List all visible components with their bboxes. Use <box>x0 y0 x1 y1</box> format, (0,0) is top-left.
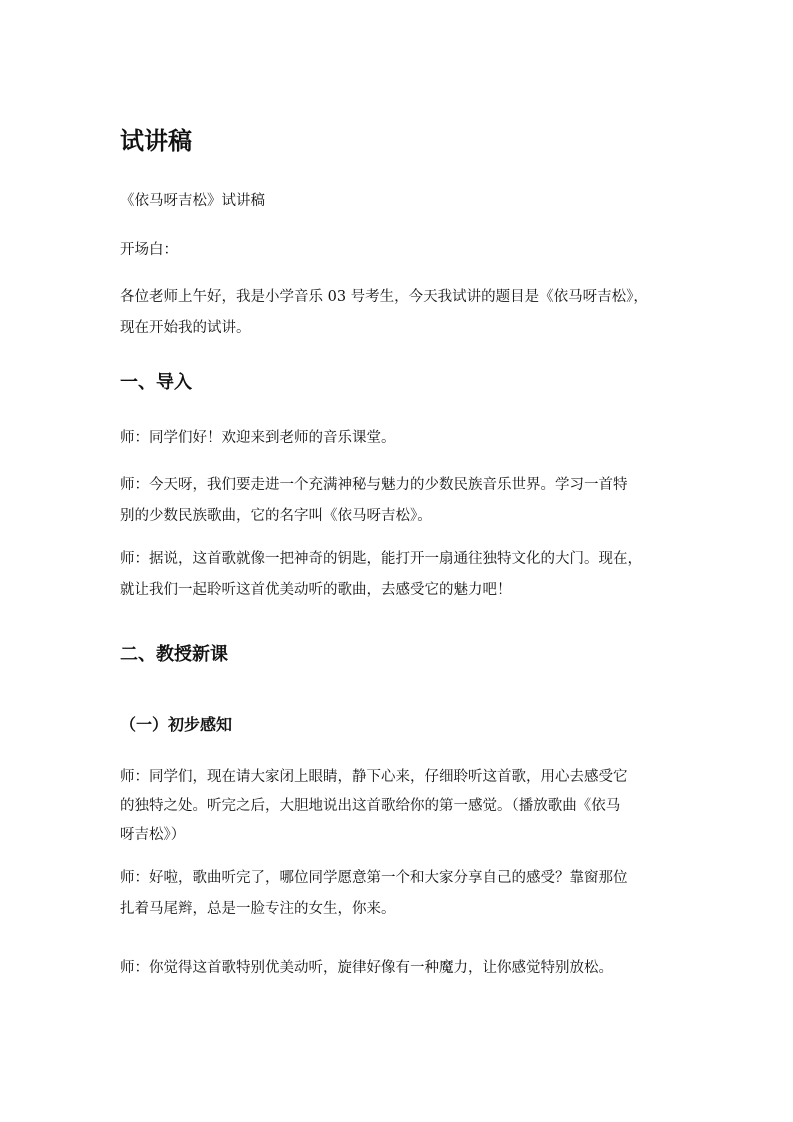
section2-p1-line-3: 呀吉松》） <box>120 827 186 843</box>
section2-p2-line-2: 扎着马尾辫，总是一脸专注的女生，你来。 <box>120 901 396 917</box>
section2-p2-line-1: 师：好啦，歌曲听完了，哪位同学愿意第一个和大家分享自己的感受？靠窗那位 <box>120 870 628 886</box>
section2-p1-line-2: 的独特之处。听完之后，大胆地说出这首歌给你的第一感觉。（播放歌曲《依马 <box>120 798 621 814</box>
opening-label: 开场白： <box>120 242 178 258</box>
section1-p3-line-2: 就让我们一起聆听这首优美动听的歌曲，去感受它的魅力吧！ <box>120 582 512 598</box>
section1-heading: 一、导入 <box>120 372 192 393</box>
opening-paragraph <box>120 282 680 344</box>
opening-line-2: 现在开始我的试讲。 <box>120 320 251 336</box>
opening-line-1: 各位老师上午好，我是小学音乐 03 号考生，今天我试讲的题目是《依马呀吉松》， <box>120 289 648 305</box>
section1-p2-line-2: 别的少数民族歌曲，它的名字叫《依马呀吉松》。 <box>120 508 432 524</box>
section2-paragraph-2 <box>120 863 680 925</box>
section1-paragraph-1: 师：同学们好！欢迎来到老师的音乐课堂。 <box>120 430 396 446</box>
section2-heading: 二、教授新课 <box>120 644 228 665</box>
section2-p1-line-1: 师：同学们，现在请大家闭上眼睛，静下心来，仔细聆听这首歌，用心去感受它 <box>120 769 628 785</box>
section1-paragraph-3 <box>120 544 680 606</box>
section1-paragraph-2 <box>120 470 680 532</box>
document-subtitle: 《依马呀吉松》试讲稿 <box>120 193 265 209</box>
section1-p3-line-1: 师：据说，这首歌就像一把神奇的钥匙，能打开一扇通往独特文化的大门。现在， <box>120 551 642 567</box>
document-title: 试讲稿 <box>120 127 192 155</box>
section2-paragraph-3: 师：你觉得这首歌特别优美动听，旋律好像有一种魔力，让你感觉特别放松。 <box>120 960 613 976</box>
section2-subheading: （一）初步感知 <box>120 715 233 734</box>
section1-p2-line-1: 师：今天呀，我们要走进一个充满神秘与魅力的少数民族音乐世界。学习一首特 <box>120 477 628 493</box>
section2-paragraph-1 <box>120 763 680 850</box>
